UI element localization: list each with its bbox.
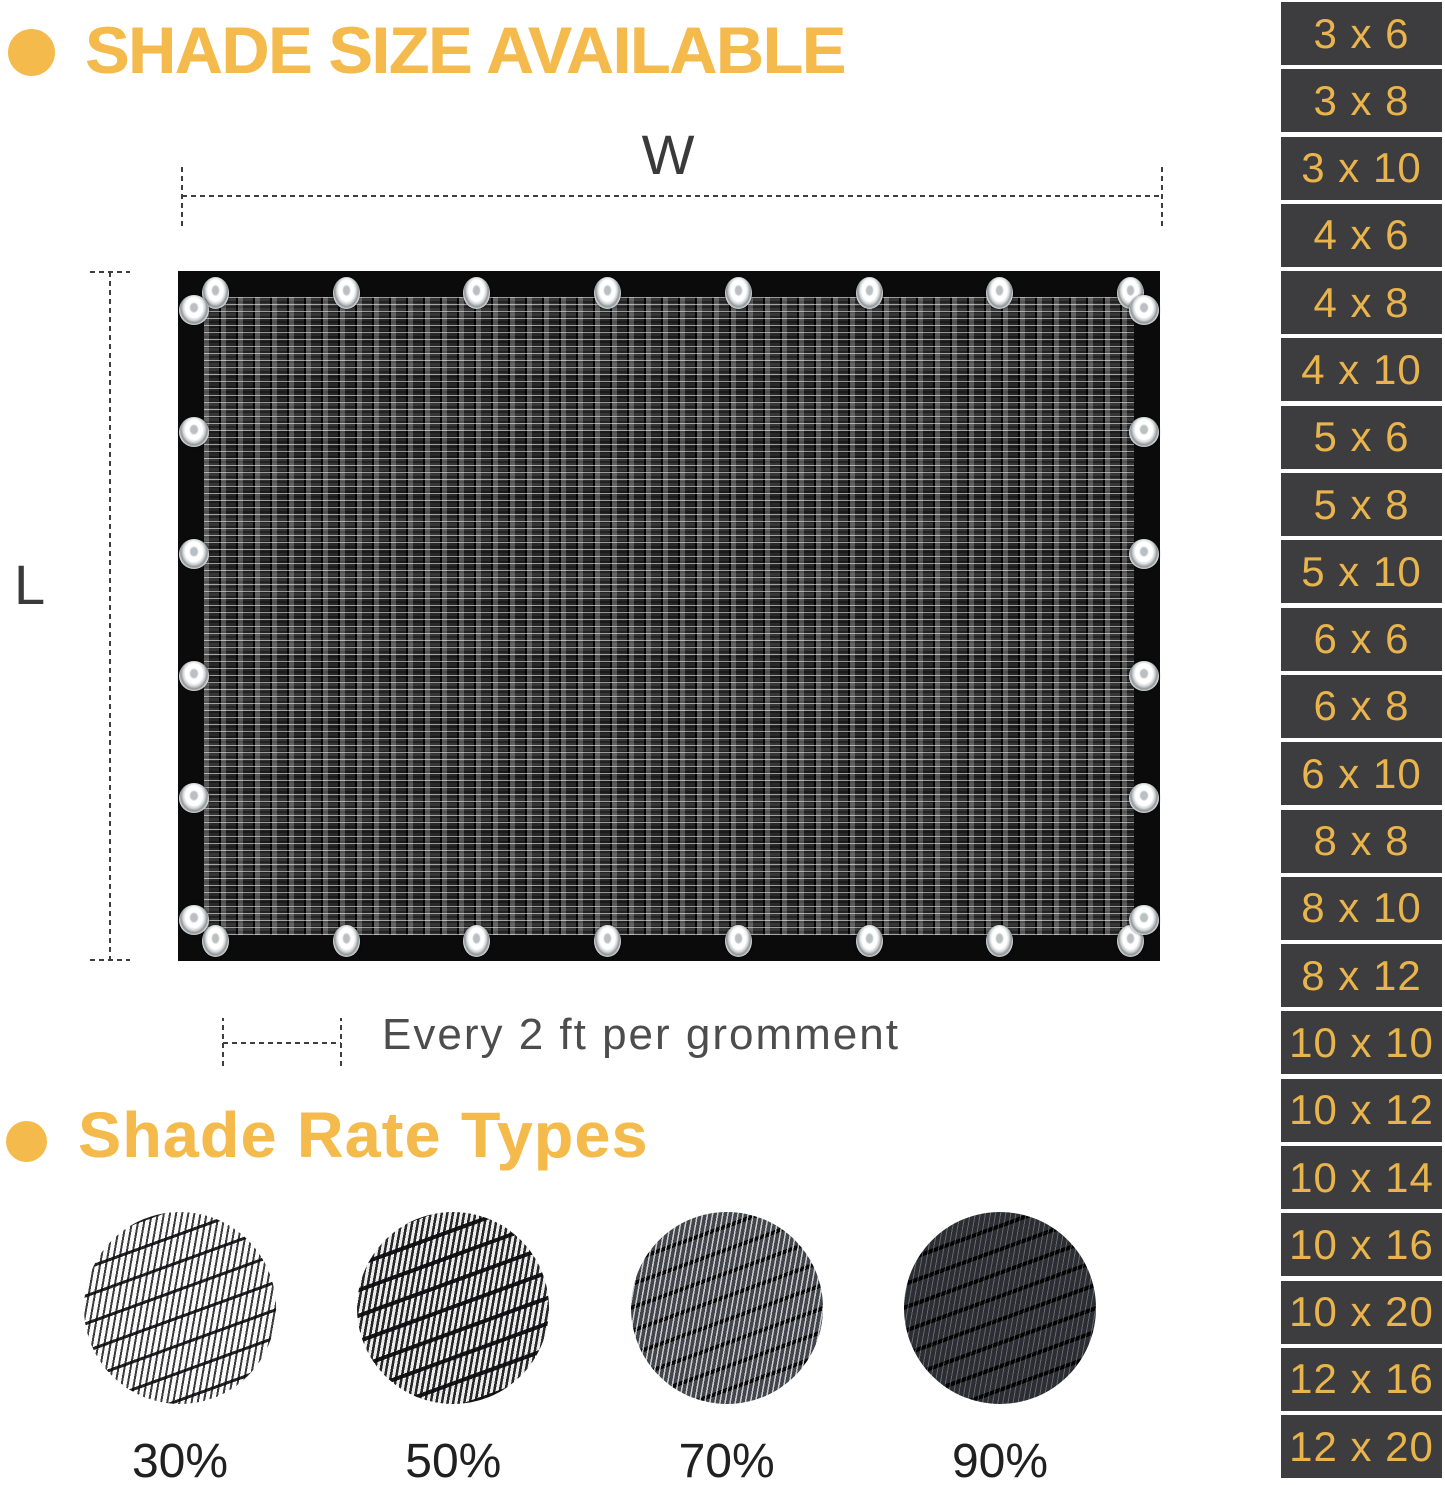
grommet-column-right bbox=[1129, 295, 1159, 935]
size-option: 8 x 8 bbox=[1281, 810, 1442, 873]
mesh-sample-icon bbox=[357, 1212, 549, 1404]
size-option: 10 x 14 bbox=[1281, 1146, 1442, 1209]
size-option: 4 x 10 bbox=[1281, 338, 1442, 401]
width-dimension-tick-left bbox=[181, 166, 183, 226]
grommet-spacing-bracket-tick-right bbox=[340, 1018, 342, 1066]
grommet-icon bbox=[1129, 539, 1159, 569]
shade-rate-percent-label: 70% bbox=[678, 1435, 775, 1485]
width-dimension-line bbox=[182, 195, 1162, 197]
size-option: 8 x 10 bbox=[1281, 877, 1442, 940]
grommet-icon bbox=[1129, 905, 1159, 935]
size-option: 10 x 12 bbox=[1281, 1079, 1442, 1142]
grommet-icon bbox=[179, 905, 209, 935]
grommet-icon bbox=[179, 539, 209, 569]
grommet-row-top bbox=[202, 277, 1144, 309]
grommet-icon bbox=[333, 277, 360, 309]
size-option: 5 x 8 bbox=[1281, 473, 1442, 536]
size-available-title: SHADE SIZE AVAILABLE bbox=[85, 13, 845, 87]
size-option: 6 x 8 bbox=[1281, 675, 1442, 738]
shade-rate-percent-label: 90% bbox=[951, 1435, 1049, 1485]
size-list bbox=[1281, 2, 1442, 1478]
size-option: 4 x 8 bbox=[1281, 271, 1442, 334]
size-option: 8 x 12 bbox=[1281, 944, 1442, 1007]
shade-rate-types-title: Shade Rate Types bbox=[78, 1099, 649, 1171]
size-option: 10 x 20 bbox=[1281, 1281, 1442, 1344]
shade-rate-sample bbox=[631, 1212, 823, 1485]
width-dimension-tick-right bbox=[1161, 166, 1163, 226]
grommet-icon bbox=[1129, 661, 1159, 691]
shade-rate-percent-label: 30% bbox=[131, 1435, 229, 1485]
grommet-row-bottom bbox=[202, 925, 1144, 957]
mesh-sample-icon bbox=[84, 1212, 276, 1404]
grommet-icon bbox=[1129, 417, 1159, 447]
grommet-spacing-note: Every 2 ft per gromment bbox=[382, 1010, 900, 1059]
grommet-icon bbox=[1129, 295, 1159, 325]
grommet-icon bbox=[986, 925, 1013, 957]
size-option: 10 x 10 bbox=[1281, 1011, 1442, 1074]
shade-rate-percent-label: 50% bbox=[405, 1435, 502, 1485]
size-option: 3 x 8 bbox=[1281, 69, 1442, 132]
width-dimension-label: W bbox=[641, 123, 695, 186]
size-option: 10 x 16 bbox=[1281, 1213, 1442, 1276]
grommet-icon bbox=[594, 925, 621, 957]
size-option: 3 x 10 bbox=[1281, 137, 1442, 200]
length-dimension-tick-top bbox=[90, 271, 130, 273]
bullet-dot-icon bbox=[6, 1121, 47, 1162]
shade-rate-sample bbox=[357, 1212, 549, 1485]
grommet-spacing-bracket-line bbox=[223, 1042, 341, 1044]
grommet-icon bbox=[594, 277, 621, 309]
size-option: 6 x 6 bbox=[1281, 608, 1442, 671]
grommet-spacing-bracket-tick-left bbox=[222, 1018, 224, 1066]
mesh-sample-icon bbox=[631, 1212, 823, 1404]
grommet-icon bbox=[333, 925, 360, 957]
size-option: 6 x 10 bbox=[1281, 742, 1442, 805]
grommet-icon bbox=[179, 295, 209, 325]
grommet-icon bbox=[179, 783, 209, 813]
shade-net-mesh-texture bbox=[204, 297, 1134, 935]
mesh-sample-icon bbox=[904, 1212, 1096, 1404]
grommet-icon bbox=[463, 925, 490, 957]
length-dimension-tick-bottom bbox=[90, 959, 130, 961]
size-option: 3 x 6 bbox=[1281, 2, 1442, 65]
grommet-column-left bbox=[179, 295, 209, 935]
grommet-icon bbox=[856, 277, 883, 309]
size-option: 5 x 6 bbox=[1281, 406, 1442, 469]
grommet-icon bbox=[463, 277, 490, 309]
grommet-icon bbox=[179, 417, 209, 447]
grommet-icon bbox=[179, 661, 209, 691]
grommet-icon bbox=[1129, 783, 1159, 813]
size-option: 12 x 20 bbox=[1281, 1415, 1442, 1478]
shade-rate-samples bbox=[84, 1212, 1096, 1485]
grommet-icon bbox=[986, 277, 1013, 309]
shade-rate-sample bbox=[84, 1212, 276, 1485]
grommet-icon bbox=[725, 277, 752, 309]
size-option: 4 x 6 bbox=[1281, 204, 1442, 267]
grommet-icon bbox=[725, 925, 752, 957]
bullet-dot-icon bbox=[8, 29, 55, 76]
length-dimension-label: L bbox=[14, 553, 46, 616]
size-option: 5 x 10 bbox=[1281, 540, 1442, 603]
shade-rate-sample bbox=[904, 1212, 1096, 1485]
size-option: 12 x 16 bbox=[1281, 1348, 1442, 1411]
length-dimension-line bbox=[109, 273, 111, 961]
grommet-icon bbox=[856, 925, 883, 957]
shade-net-diagram bbox=[178, 271, 1160, 961]
